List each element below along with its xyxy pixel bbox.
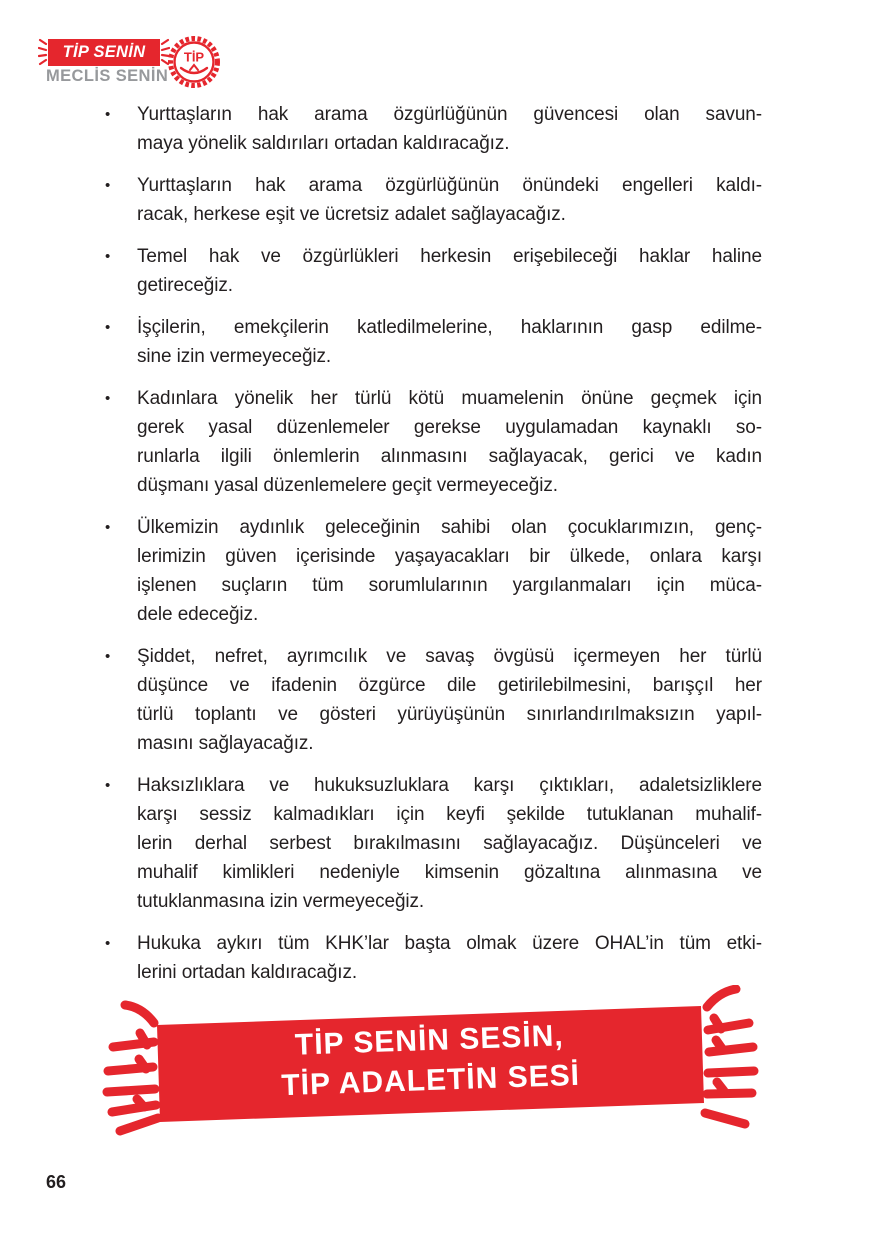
scarf-fringe-left-icon xyxy=(107,1005,158,1131)
logo-subtitle: MECLİS SENİN xyxy=(46,67,169,85)
bullet-marker-icon: • xyxy=(105,777,111,794)
bullet-line: Temel hak ve özgürlükleri herkesin erişebileceği haklar haline xyxy=(137,246,762,267)
bullet-line: gerek yasal düzenlemeler gerekse uygulamadan kaynaklı so- xyxy=(137,417,762,438)
logo-banner xyxy=(48,39,160,66)
bullet-item xyxy=(105,513,762,629)
bullet-item xyxy=(105,929,762,987)
bullet-line: lerimizin güven içerisinde yaşayacakları bir ülkede, onlara karşı xyxy=(137,546,762,567)
bullet-line: Ülkemizin aydınlık geleceğinin sahibi olan çocuklarımızın, genç- xyxy=(137,517,762,538)
scarf-line-1: TİP SENİN SESİN, xyxy=(294,1019,565,1062)
bullet-line: sine izin vermeyeceğiz. xyxy=(137,346,332,367)
bullet-marker-icon: • xyxy=(105,390,111,407)
bullet-line: getireceğiz. xyxy=(137,275,233,296)
bullet-line: İşçilerin, emekçilerin katledilmelerine, haklarının gasp edilme- xyxy=(137,317,762,338)
scarf-text xyxy=(156,1002,703,1121)
bullet-line: türlü toplantı ve gösteri yürüyüşünün sınırlandırılmaksızın yapıl- xyxy=(137,704,762,725)
scarf-banner xyxy=(0,985,877,1155)
bullet-marker-icon: • xyxy=(105,935,111,952)
bullet-line: Yurttaşların hak arama özgürlüğünün güvencesi olan savun- xyxy=(137,104,762,125)
bullet-line: Yurttaşların hak arama özgürlüğünün önündeki engelleri kaldı- xyxy=(137,175,762,196)
bullet-item xyxy=(105,642,762,758)
bullet-marker-icon: • xyxy=(105,106,111,123)
bullet-line: Kadınlara yönelik her türlü kötü muamelenin önüne geçmek için xyxy=(137,388,762,409)
bullet-line: masını sağlayacağız. xyxy=(137,733,314,754)
scarf-line-2: TİP ADALETİN SESİ xyxy=(280,1058,581,1103)
emblem-text: TİP xyxy=(183,49,205,65)
bullet-line: düşmanı yasal düzenlemelere geçit vermeyeceğiz. xyxy=(137,475,558,496)
bullet-line: lerini ortadan kaldıracağız. xyxy=(137,962,358,983)
bullet-item xyxy=(105,384,762,500)
scarf-fringe-right-icon xyxy=(705,989,754,1124)
bullet-line: muhalif kimlikleri nedeniyle kimsenin gözaltına alınmasına ve xyxy=(137,862,762,883)
bullet-item xyxy=(105,171,762,229)
bullet-line: racak, herkese eşit ve ücretsiz adalet sağlayacağız. xyxy=(137,204,566,225)
bullet-marker-icon: • xyxy=(105,319,111,336)
bullet-line: dele edeceğiz. xyxy=(137,604,259,625)
bullet-line: lerin derhal serbest bırakılmasını sağlayacağız. Düşünceleri ve xyxy=(137,833,762,854)
bullet-marker-icon: • xyxy=(105,177,111,194)
bullet-item xyxy=(105,771,762,916)
tip-party-emblem-icon xyxy=(166,34,222,90)
bullet-line: maya yönelik saldırıları ortadan kaldıracağız. xyxy=(137,133,510,154)
page-number: 66 xyxy=(46,1172,67,1192)
bullet-line: karşı sessiz kalmadıkları için keyfi şekilde tutuklanan muhalif- xyxy=(137,804,762,825)
bullet-line: Haksızlıklara ve hukuksuzluklara karşı çıktıkları, adaletsizliklere xyxy=(137,775,762,796)
bullet-marker-icon: • xyxy=(105,648,111,665)
party-logo xyxy=(38,34,223,98)
bullet-line: runlarla ilgili önlemlerin alınmasını sağlayacak, gerici ve kadın xyxy=(137,446,762,467)
bullet-item xyxy=(105,313,762,371)
bullet-line: Hukuka aykırı tüm KHK’lar başta olmak üzere OHAL’in tüm etki- xyxy=(137,933,762,954)
bullet-list xyxy=(105,100,762,1000)
bullet-item xyxy=(105,242,762,300)
logo-fringe-left-icon xyxy=(38,36,48,68)
bullet-marker-icon: • xyxy=(105,519,111,536)
logo-banner-text: TİP SENİN xyxy=(62,43,146,61)
bullet-marker-icon: • xyxy=(105,248,111,265)
bullet-line: işlenen suçların tüm sorumlularının yargılanmaları için müca- xyxy=(137,575,762,596)
bullet-line: düşünce ve ifadenin özgürce dile getirilebilmesini, barışçıl her xyxy=(137,675,762,696)
bullet-line: tutuklanmasına izin vermeyeceğiz. xyxy=(137,891,425,912)
bullet-line: Şiddet, nefret, ayrımcılık ve savaş övgüsü içermeyen her türlü xyxy=(137,646,762,667)
bullet-item xyxy=(105,100,762,158)
